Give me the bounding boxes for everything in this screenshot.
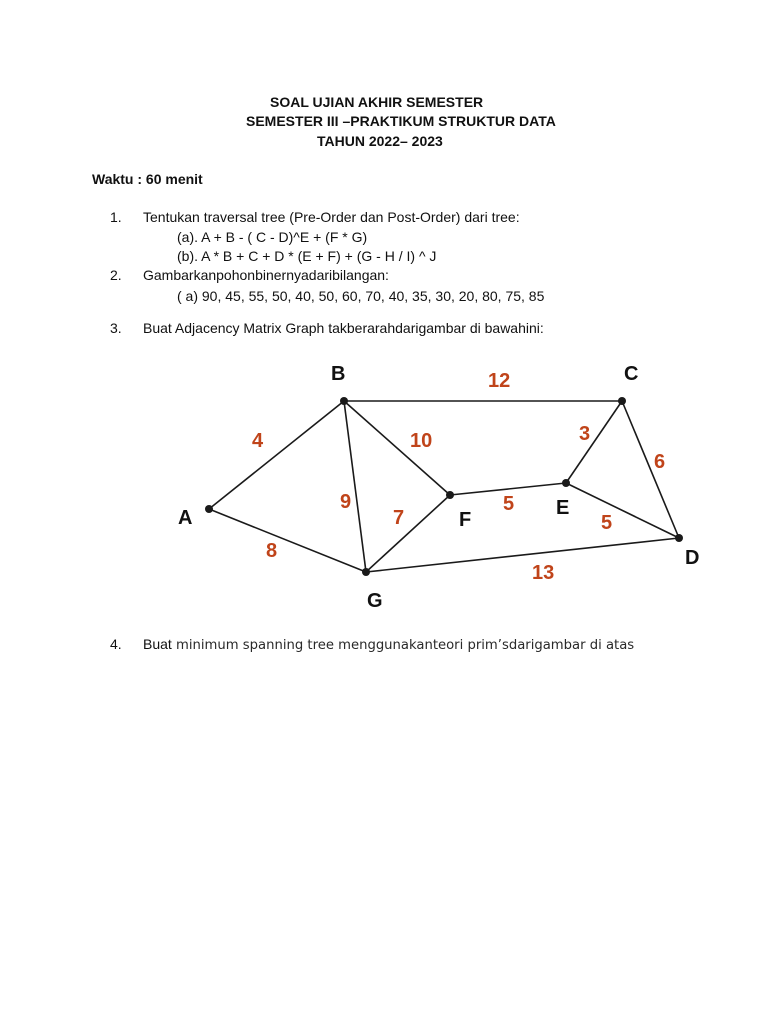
vertex-label-b: B (331, 363, 346, 385)
question-1-item-b: (b). A * B + C + D * (E + F) + (G - H / I) ^ J (177, 248, 437, 264)
weight-b-f: 10 (410, 430, 433, 452)
node-c (618, 397, 626, 405)
weight-b-g: 9 (340, 491, 352, 513)
exam-title: SOAL UJIAN AKHIR SEMESTER (270, 94, 484, 110)
edge-e-c (566, 401, 622, 483)
edge-a-b (209, 401, 344, 509)
edge-b-f (344, 401, 450, 495)
question-4-text-rest: minimum spanning tree menggunakanteori prim’sdarigambar di atas (171, 638, 635, 653)
edge-g-d (366, 538, 679, 572)
node-d (675, 534, 683, 542)
question-2-item-a: ( a) 90, 45, 55, 50, 40, 50, 60, 70, 40, 35, 30, 20, 80, 75, 85 (177, 288, 545, 304)
question-1-text: Tentukan traversal tree (Pre-Order dan Post-Order) dari tree: (143, 209, 520, 225)
question-4 (110, 636, 710, 656)
weight-c-d: 6 (654, 451, 666, 473)
node-a (205, 505, 213, 513)
exam-year: TAHUN 2022– 2023 (317, 133, 443, 149)
question-4-text (143, 636, 634, 653)
vertex-label-d: D (685, 547, 700, 569)
edge-g-f (366, 495, 450, 572)
node-b (340, 397, 348, 405)
question-1-number: 1. (110, 209, 122, 225)
edge-c-d (622, 401, 679, 538)
weight-f-e: 5 (503, 493, 515, 515)
edge-a-g (209, 509, 366, 572)
question-2-text: Gambarkanpohonbinernyadaribilangan: (143, 267, 389, 283)
weight-e-c: 3 (579, 423, 591, 445)
weight-g-d: 13 (532, 562, 555, 584)
vertex-label-e: E (556, 497, 570, 519)
weight-e-d: 5 (601, 512, 613, 534)
weight-g-f: 7 (393, 507, 405, 529)
exam-subtitle: SEMESTER III –PRAKTIKUM STRUKTUR DATA (246, 113, 556, 129)
vertex-label-f: F (459, 509, 472, 531)
question-3-number: 3. (110, 320, 122, 336)
edge-b-g (344, 401, 366, 572)
time-limit: Waktu : 60 menit (92, 171, 203, 187)
weight-a-g: 8 (266, 540, 278, 562)
question-4-text-prefix: Buat (143, 636, 172, 652)
edge-e-d (566, 483, 679, 538)
question-4-number: 4. (110, 636, 122, 652)
question-1-item-a: (a). A + B - ( C - D)^E + (F * G) (177, 229, 368, 245)
question-3-text: Buat Adjacency Matrix Graph takberarahdarigambar di bawahini: (143, 320, 544, 336)
weight-a-b: 4 (252, 430, 264, 452)
node-g (362, 568, 370, 576)
node-f (446, 491, 454, 499)
vertex-label-c: C (624, 363, 639, 385)
graph-edges (209, 401, 679, 572)
vertex-label-a: A (178, 507, 193, 529)
weight-b-c: 12 (488, 370, 511, 392)
vertex-label-g: G (367, 590, 383, 612)
node-e (562, 479, 570, 487)
question-2-number: 2. (110, 267, 122, 283)
